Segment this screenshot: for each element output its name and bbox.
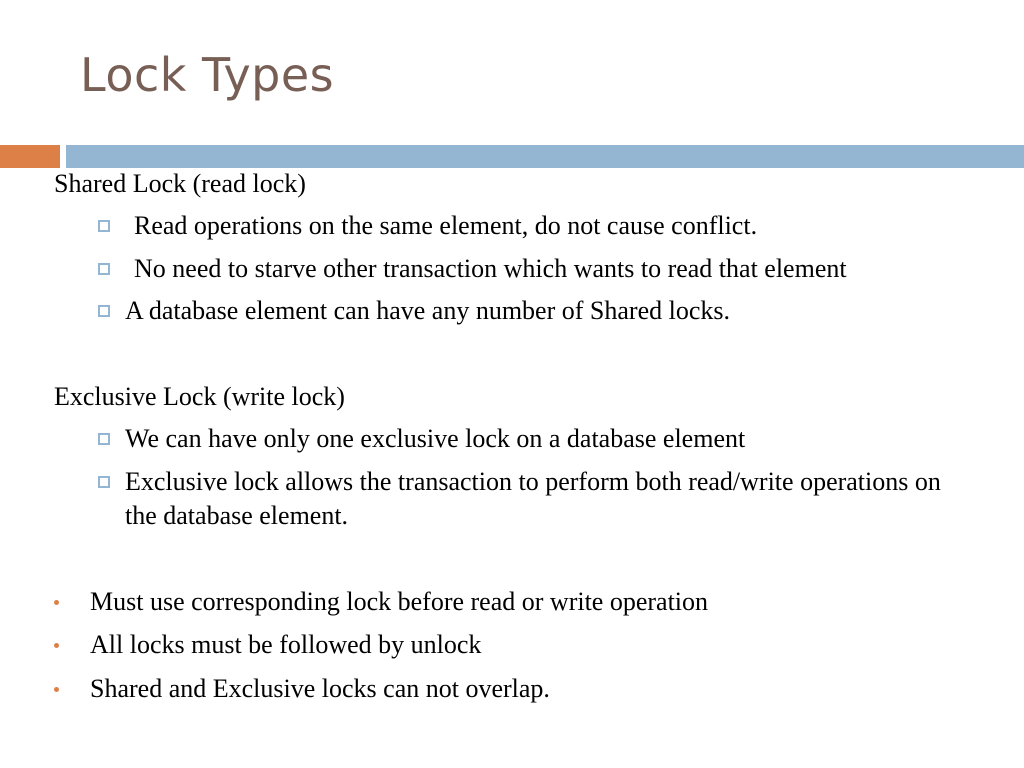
square-bullet-icon bbox=[98, 305, 110, 317]
square-bullet-icon bbox=[98, 433, 110, 445]
exclusive-lock-item-text: We can have only one exclusive lock on a database element bbox=[125, 424, 746, 453]
rule-item-text: All locks must be followed by unlock bbox=[90, 630, 482, 659]
shared-lock-item-text: No need to starve other transaction which wants to read that element bbox=[134, 254, 847, 283]
exclusive-lock-item-text: Exclusive lock allows the transaction to perform both read/write operations on the database element. bbox=[125, 467, 941, 530]
shared-lock-item-text: Read operations on the same element, do not cause conflict. bbox=[134, 211, 758, 240]
square-bullet-icon bbox=[98, 263, 110, 275]
square-bullet-icon bbox=[98, 476, 110, 488]
rule-item-text: Must use corresponding lock before read or write operation bbox=[90, 587, 709, 616]
shared-lock-item-text: A database element can have any number of Shared locks. bbox=[125, 296, 730, 325]
dot-bullet-icon bbox=[54, 687, 59, 692]
shared-lock-heading: Shared Lock (read lock) bbox=[54, 169, 306, 198]
dot-bullet-icon bbox=[54, 643, 59, 648]
dot-bullet-icon bbox=[54, 600, 59, 605]
square-bullet-icon bbox=[98, 220, 110, 232]
rule-item-text: Shared and Exclusive locks can not overlap. bbox=[90, 674, 550, 703]
exclusive-lock-heading: Exclusive Lock (write lock) bbox=[54, 382, 345, 411]
slide-title: Lock Types bbox=[80, 48, 335, 102]
